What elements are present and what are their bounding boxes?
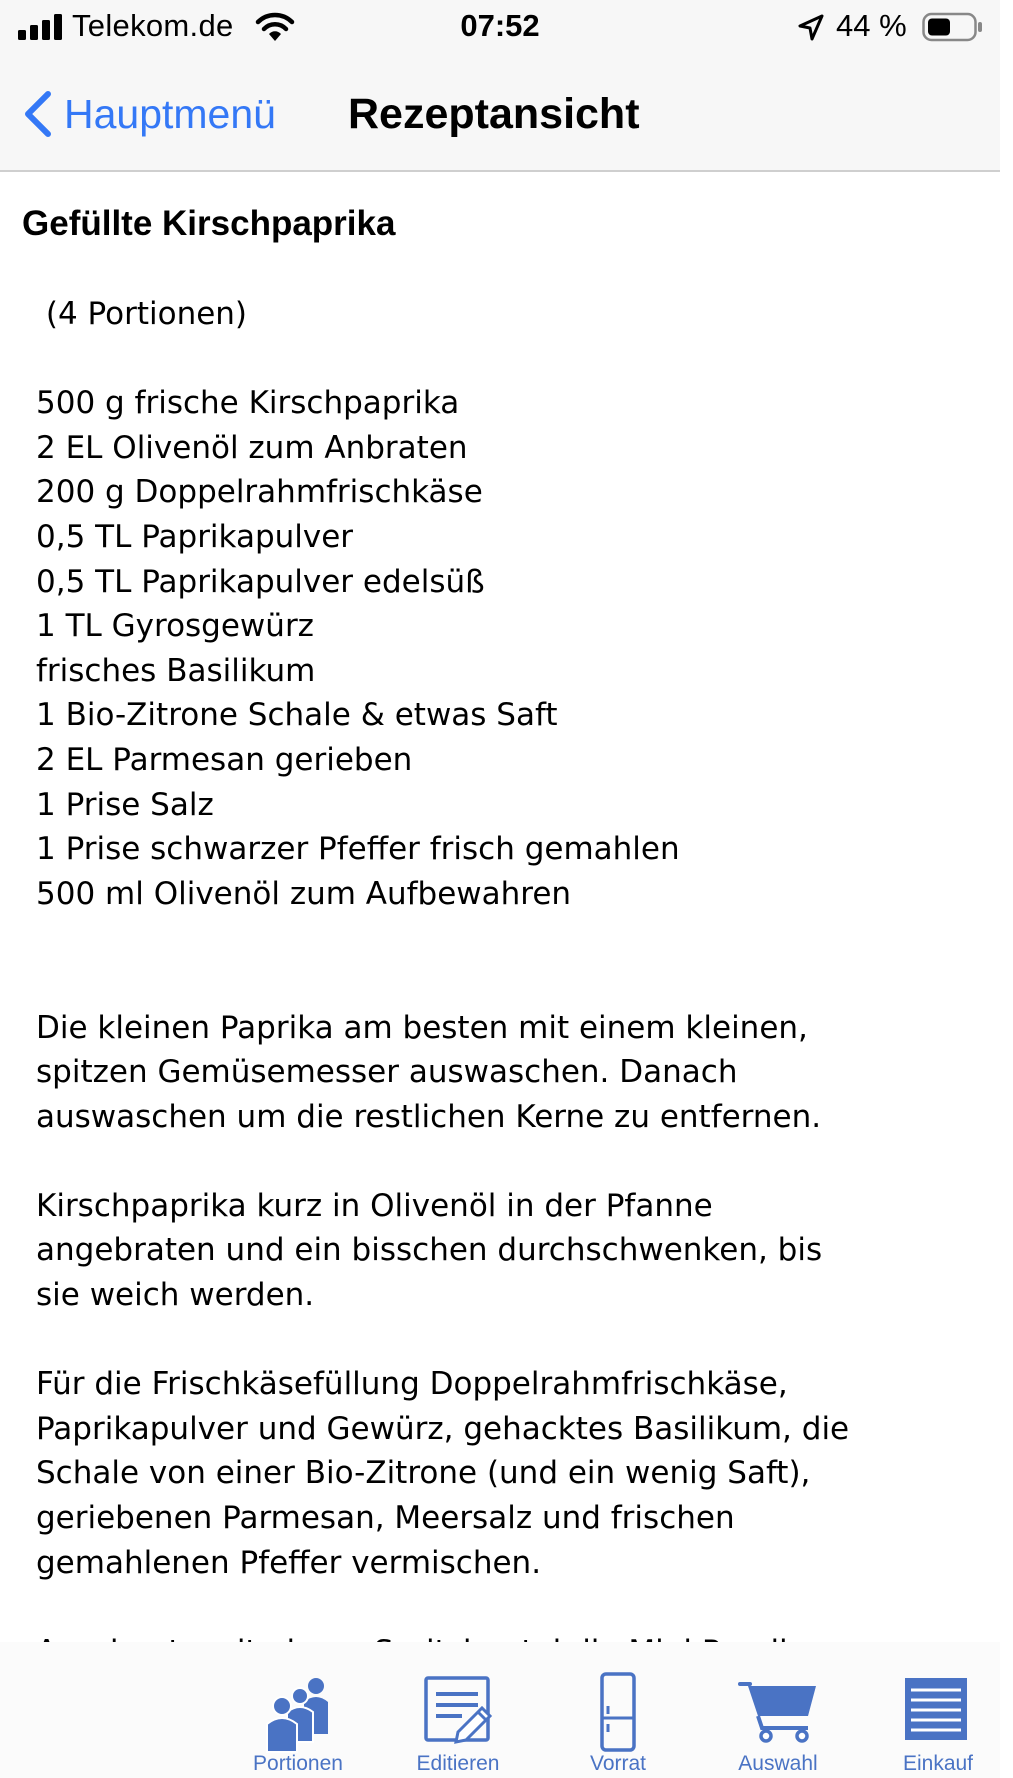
people-icon (258, 1672, 338, 1752)
carrier-name: Telekom.de (72, 8, 234, 43)
battery-icon (922, 12, 984, 42)
chevron-left-icon (20, 88, 56, 140)
tab-label: Editieren (416, 1752, 500, 1775)
back-button[interactable] (20, 86, 276, 142)
tab-vorrat[interactable] (543, 1642, 693, 1778)
back-button-label: Hauptmenü (64, 90, 276, 137)
edit-icon (418, 1672, 498, 1752)
battery-percent: 44 % (836, 8, 907, 43)
location-arrow-icon (796, 13, 826, 43)
status-time: 07:52 (460, 8, 540, 43)
tab-einkauf[interactable] (863, 1642, 1013, 1778)
page-title: Rezeptansicht (348, 90, 640, 138)
list-icon (898, 1672, 978, 1752)
recipe-title: Gefüllte Kirschpaprika (22, 204, 396, 243)
tab-label: Auswahl (738, 1752, 818, 1775)
recipe-text: (4 Portionen) 500 g frische Kirschpaprika 2 EL Olivenöl zum Anbraten 200 g Doppelrahmfrischkäse 0,5 TL Paprikapulver 0,5 TL Paprikapulver edelsüß 1 TL Gyrosgewürz frisches Basilikum 1 Bio-Zitrone Schale & etwas Saft 2 EL Parmesan gerieben 1 Prise Salz 1 Prise schwarzer Pfeffer frisch gemahlen 500 ml Olivenöl zum Aufbewahren Die kleinen Paprika am besten mit einem kleinen, spitzen Gemüsemesser auswaschen. Danach auswaschen um die restlichen Kerne zu entfernen. Kirschpaprika kurz in Olivenöl in der Pfanne angebraten und ein bisschen durchschwenken, bis sie weich werden. Für die Frischkäsefüllung Doppelrahmfrischkäse, Paprikapulver und Gewürz, gehacktes Basilikum, die Schale von einer Bio-Zitrone (und ein wenig Saft), geriebenen Parmesan, Meersalz und frischen gemahlenen Pfeffer vermischen. (36, 296, 850, 1581)
recipe-scroll-view[interactable] (0, 172, 1000, 1642)
tab-label: Vorrat (589, 1752, 647, 1775)
tab-bar (0, 1642, 1000, 1778)
tab-portionen[interactable] (223, 1642, 373, 1778)
tab-label: Einkauf (902, 1752, 974, 1775)
cart-icon (738, 1672, 818, 1752)
fridge-icon (578, 1672, 658, 1752)
tab-editieren[interactable] (383, 1642, 533, 1778)
tab-auswahl[interactable] (703, 1642, 853, 1778)
tab-label: Portionen (253, 1752, 343, 1775)
status-bar (0, 0, 1000, 56)
navigation-bar (0, 56, 1000, 172)
